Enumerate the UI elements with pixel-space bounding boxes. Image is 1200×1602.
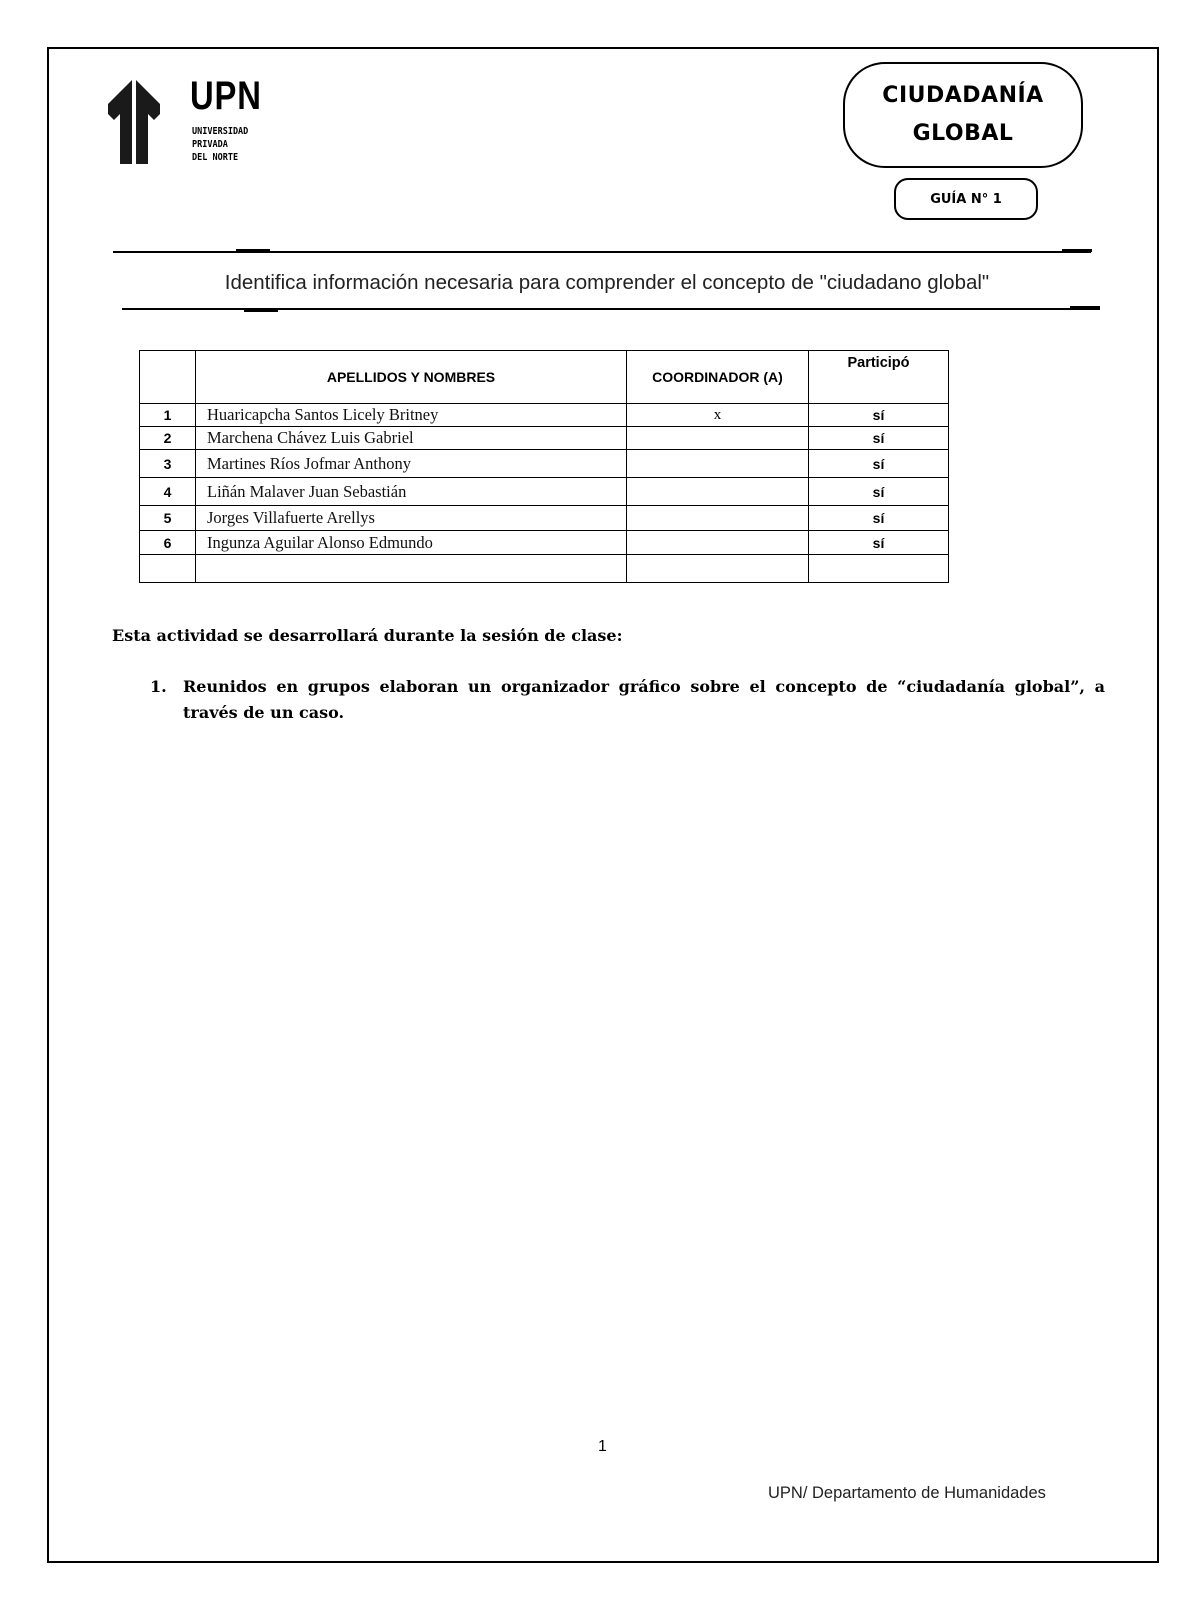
table-row (140, 478, 949, 506)
table-row (140, 506, 949, 531)
row-name: Jorges Villafuerte Arellys (196, 506, 627, 531)
header-names: APELLIDOS Y NOMBRES (196, 351, 627, 404)
row-number: 6 (140, 531, 196, 555)
table-row (140, 404, 949, 427)
row-number: 3 (140, 450, 196, 478)
row-coordinator (627, 450, 809, 478)
row-participated (809, 555, 949, 583)
row-number: 5 (140, 506, 196, 531)
table-row (140, 450, 949, 478)
logo-subtitle-line2: PRIVADA (192, 139, 228, 150)
footer-department: UPN/ Departamento de Humanidades (768, 1484, 1046, 1502)
table-row (140, 531, 949, 555)
row-coordinator: x (627, 404, 809, 427)
members-table (139, 350, 949, 583)
row-participated: sí (809, 404, 949, 427)
row-coordinator (627, 478, 809, 506)
logo-subtitle-line1: UNIVERSIDAD (192, 126, 249, 137)
row-number: 4 (140, 478, 196, 506)
table-row (140, 427, 949, 450)
row-number (140, 555, 196, 583)
course-title-line1: CIUDADANÍA (882, 83, 1044, 108)
row-name: Marchena Chávez Luis Gabriel (196, 427, 627, 450)
row-number: 1 (140, 404, 196, 427)
row-coordinator (627, 506, 809, 531)
page-number: 1 (598, 1438, 607, 1455)
step-number: 1. (150, 677, 167, 696)
row-participated: sí (809, 450, 949, 478)
upn-arrow-icon (108, 78, 188, 168)
header-coordinator: COORDINADOR (A) (627, 351, 809, 404)
logo-wordmark: UPN (190, 74, 262, 118)
row-name: Martines Ríos Jofmar Anthony (196, 450, 627, 478)
course-title-box (843, 62, 1083, 168)
rule-accent (1070, 306, 1100, 309)
course-title-line2: GLOBAL (912, 121, 1014, 146)
rule-accent (1062, 249, 1092, 252)
row-participated: sí (809, 478, 949, 506)
table-header-row (140, 351, 949, 404)
row-name (196, 555, 627, 583)
row-participated: sí (809, 531, 949, 555)
row-name: Ingunza Aguilar Alonso Edmundo (196, 531, 627, 555)
step-text: Reunidos en grupos elaboran un organizador gráfico sobre el concepto de “ciudadanía global”, a través de un caso. (183, 677, 1105, 722)
row-participated: sí (809, 506, 949, 531)
row-name: Liñán Malaver Juan Sebastián (196, 478, 627, 506)
rule-accent (244, 309, 278, 312)
row-coordinator (627, 427, 809, 450)
row-participated: sí (809, 427, 949, 450)
table-row (140, 555, 949, 583)
row-name: Huaricapcha Santos Licely Britney (196, 404, 627, 427)
upn-logo (108, 74, 288, 168)
list-item (150, 674, 1105, 726)
row-number: 2 (140, 427, 196, 450)
rule-accent (236, 249, 270, 252)
guide-number-badge: GUÍA N° 1 (894, 178, 1038, 220)
objective-text: Identifica información necesaria para comprender el concepto de "ciudadano global" (224, 271, 990, 294)
row-coordinator (627, 555, 809, 583)
header-participated: Participó (809, 351, 949, 404)
row-coordinator (627, 531, 809, 555)
header-number (140, 351, 196, 404)
logo-subtitle-line3: DEL NORTE (192, 152, 239, 163)
activity-intro: Esta actividad se desarrollará durante la sesión de clase: (112, 626, 623, 645)
